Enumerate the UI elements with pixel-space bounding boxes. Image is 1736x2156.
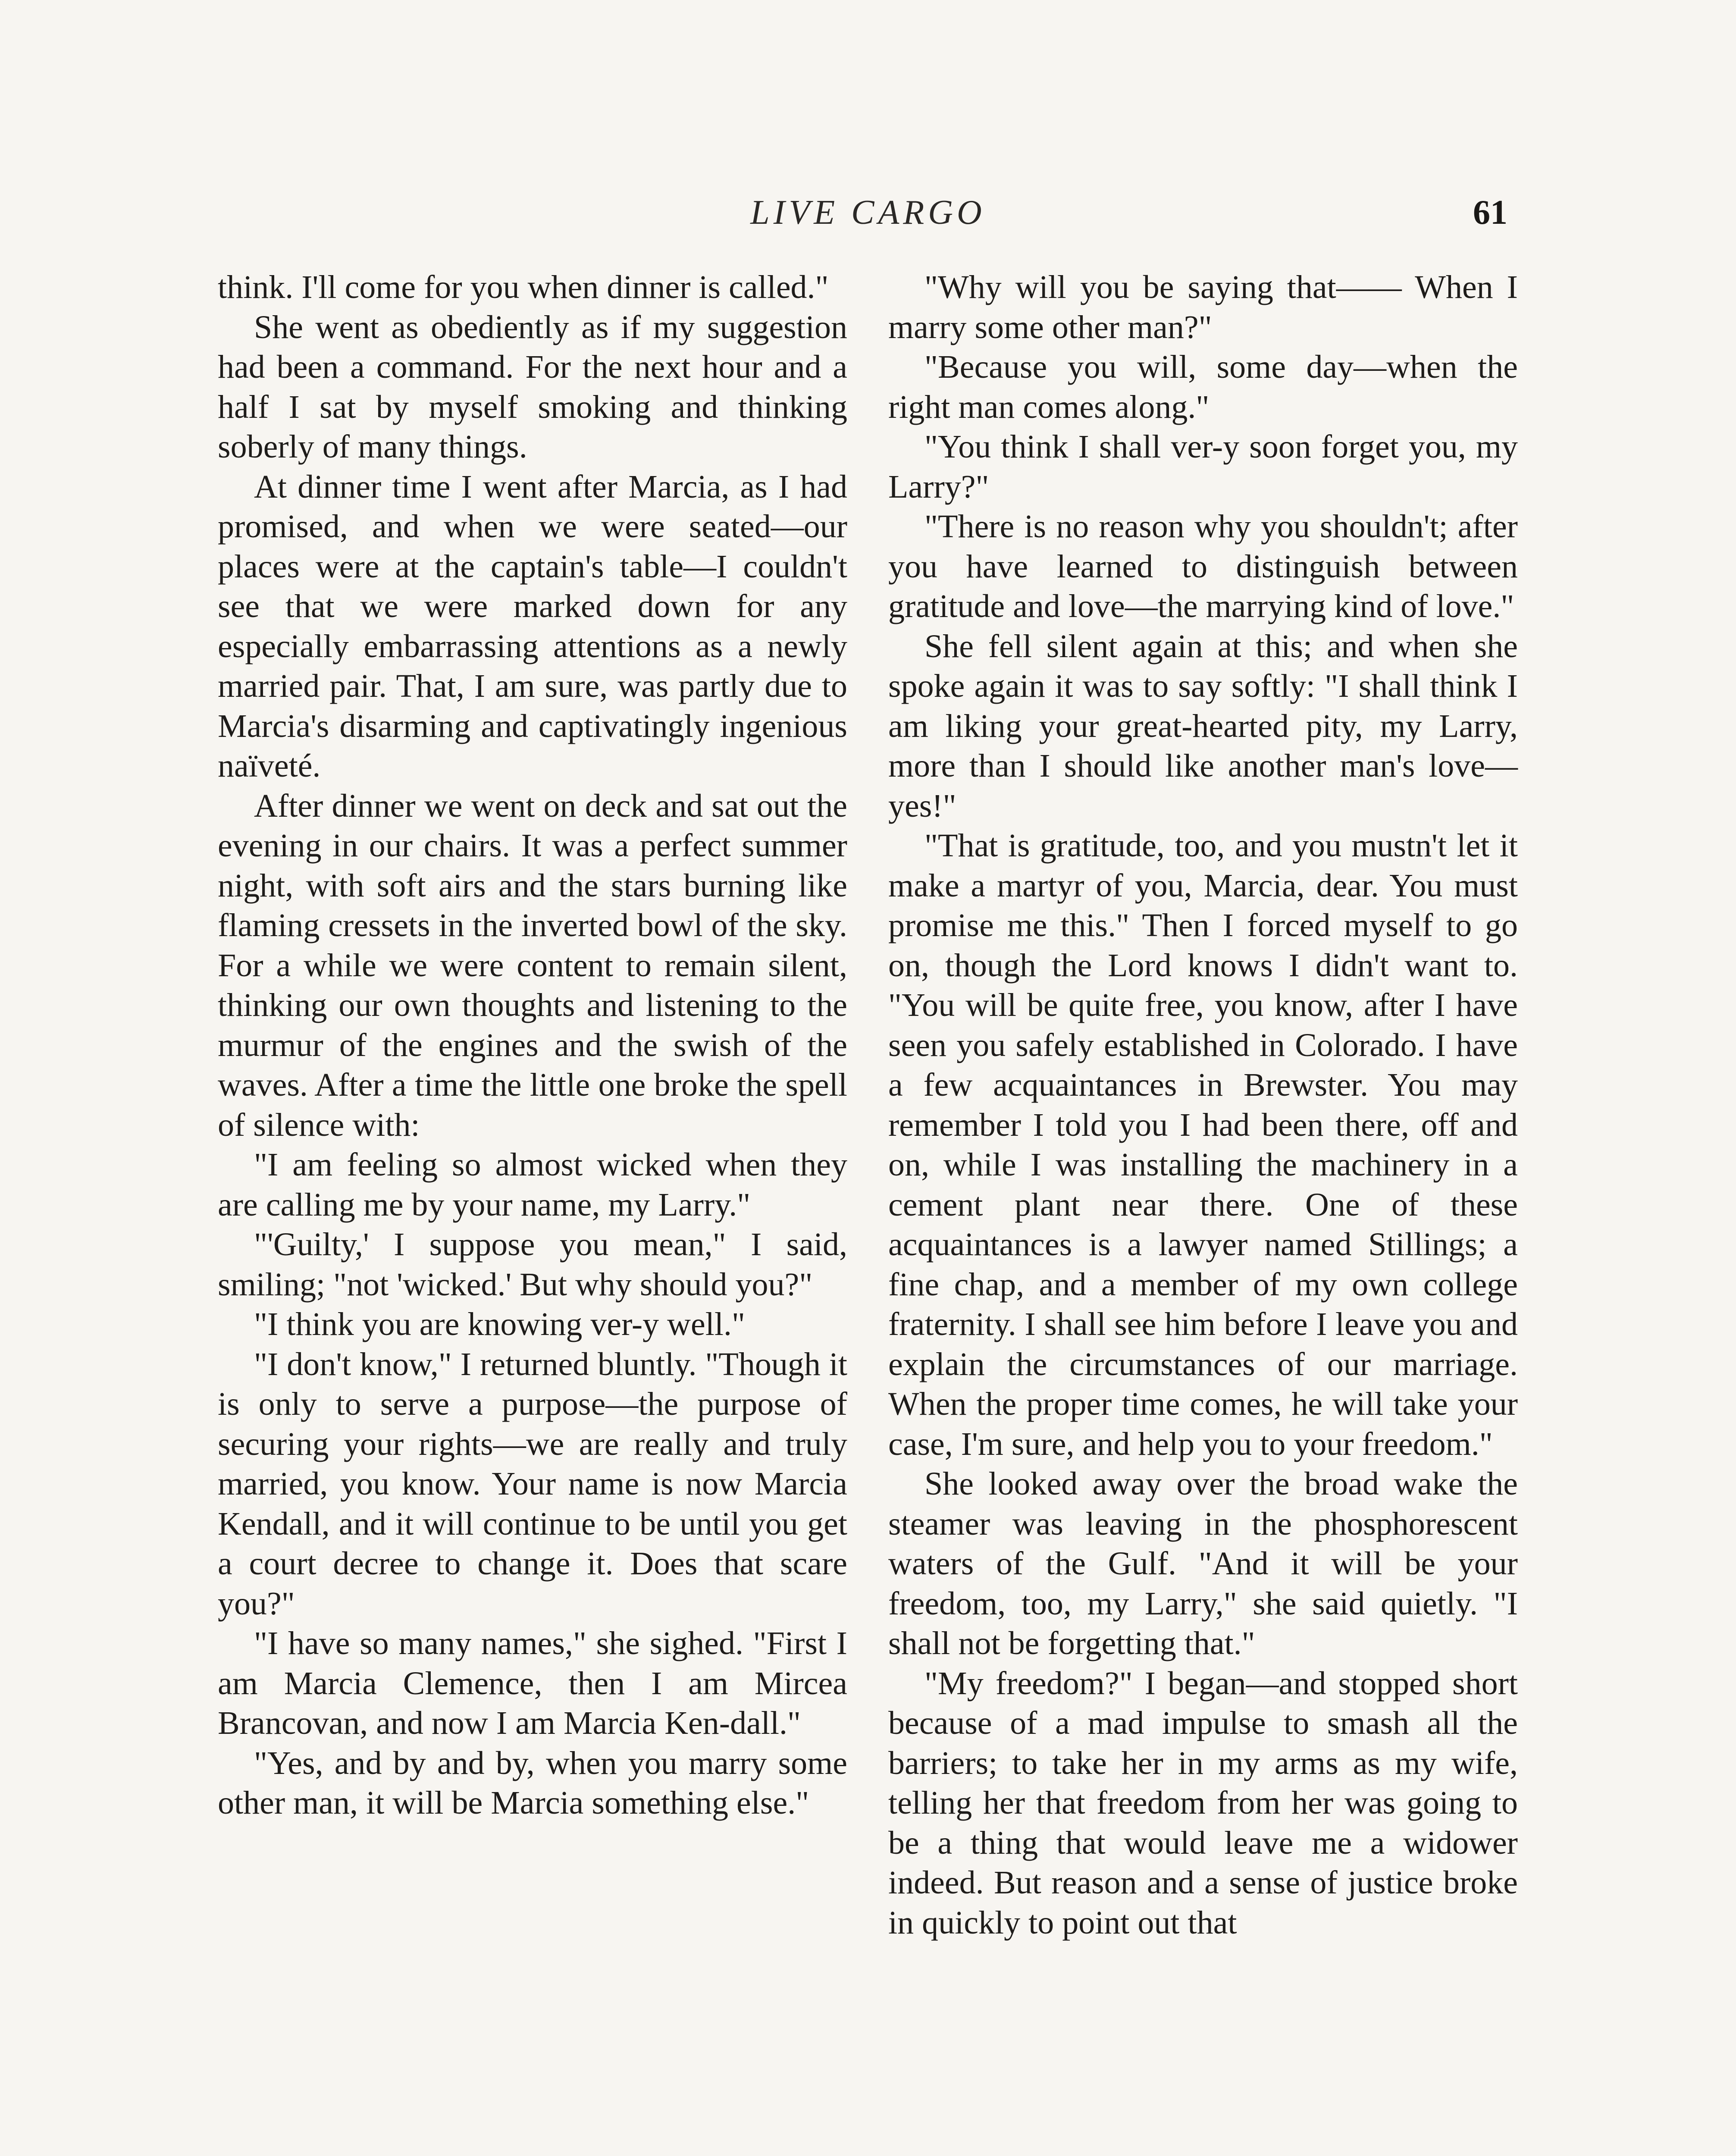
- paragraph: "'Guilty,' I suppose you mean," I said, smiling; "not 'wicked.' But why should you?": [218, 1226, 847, 1303]
- paragraph: "I think you are knowing ver-y well.": [254, 1306, 746, 1342]
- paragraph: "Yes, and by and by, when you marry some other man, it will be Marcia something else.": [218, 1745, 847, 1821]
- paragraph: She looked away over the broad wake the steamer was leaving in the phosphorescent waters of the Gulf. "And it will be your freedom, too, my Larry," she said quietly. "I shall not be forgetting that.": [888, 1466, 1518, 1661]
- text-column-left: [218, 267, 847, 1823]
- paragraph: "I am feeling so almost wicked when they are calling me by your name, my Larry.": [218, 1147, 847, 1223]
- text-column-right: [888, 267, 1518, 1943]
- paragraph: "You think I shall ver-y soon forget you, my Larry?": [888, 429, 1518, 505]
- paragraph: At dinner time I went after Marcia, as I had promised, and when we were seated—our places were at the captain's table—I couldn't see that we were marked down for any especially embarrassing attentions as a newly married pair. That, I am sure, was partly due to Marcia's disarming and captivatingly ingenious naïveté.: [218, 468, 847, 784]
- page-number: 61: [1473, 194, 1507, 232]
- paragraph: "Because you will, some day—when the right man comes along.": [888, 349, 1518, 425]
- paragraph: She went as obediently as if my suggestion had been a command. For the next hour and a half I sat by myself smoking and thinking soberly of many things.: [218, 309, 847, 465]
- paragraph: She fell silent again at this; and when she spoke again it was to say softly: "I shall think I am liking your great-hearted pity, my Larry, more than I should like another man's love—yes!": [888, 628, 1518, 824]
- paragraph: "I have so many names," she sighed. "First I am Marcia Clemence, then I am Mircea Brancovan, and now I am Marcia Ken-dall.": [218, 1625, 847, 1741]
- paragraph: think. I'll come for you when dinner is called.": [218, 269, 829, 305]
- running-title: LIVE CARGO: [750, 194, 986, 232]
- paragraph: "That is gratitude, too, and you mustn't let it make a martyr of you, Marcia, dear. You must promise me this." Then I forced myself to go on, though the Lord knows I didn't want to. "You will be quite free, you know, after I have seen you safely established in Colorado. I have a few acquaintances in Brewster. You may remember I told you I had been there, off and on, while I was installing the machinery in a cement plant near there. One of these acquaintances is a lawyer named Stillings; a fine chap, and a member of my own college fraternity. I shall see him before I leave you and explain the circumstances of our marriage. When the proper time comes, he will take your case, I'm sure, and help you to your freedom.": [888, 827, 1518, 1462]
- paragraph: "I don't know," I returned bluntly. "Though it is only to serve a purpose—the purpose of securing your rights—we are really and truly married, you know. Your name is now Marcia Kendall, and it will continue to be until you get a court decree to change it. Does that scare you?": [218, 1346, 847, 1622]
- paragraph: "There is no reason why you shouldn't; after you have learned to distinguish between gratitude and love—the marrying kind of love.": [888, 508, 1518, 624]
- paragraph: After dinner we went on deck and sat out the evening in our chairs. It was a perfect summer night, with soft airs and the stars burning like flaming cressets in the inverted bowl of the sky. For a while we were content to remain silent, thinking our own thoughts and listening to the murmur of the engines and the swish of the waves. After a time the little one broke the spell of silence with:: [218, 787, 847, 1143]
- paragraph: "My freedom?" I began—and stopped short because of a mad impulse to smash all the barriers; to take her in my arms as my wife, telling her that freedom from her was going to be a thing that would leave me a widower indeed. But reason and a sense of justice broke in quickly to point out that: [888, 1665, 1518, 1941]
- paragraph: "Why will you be saying that—— When I marry some other man?": [888, 269, 1518, 345]
